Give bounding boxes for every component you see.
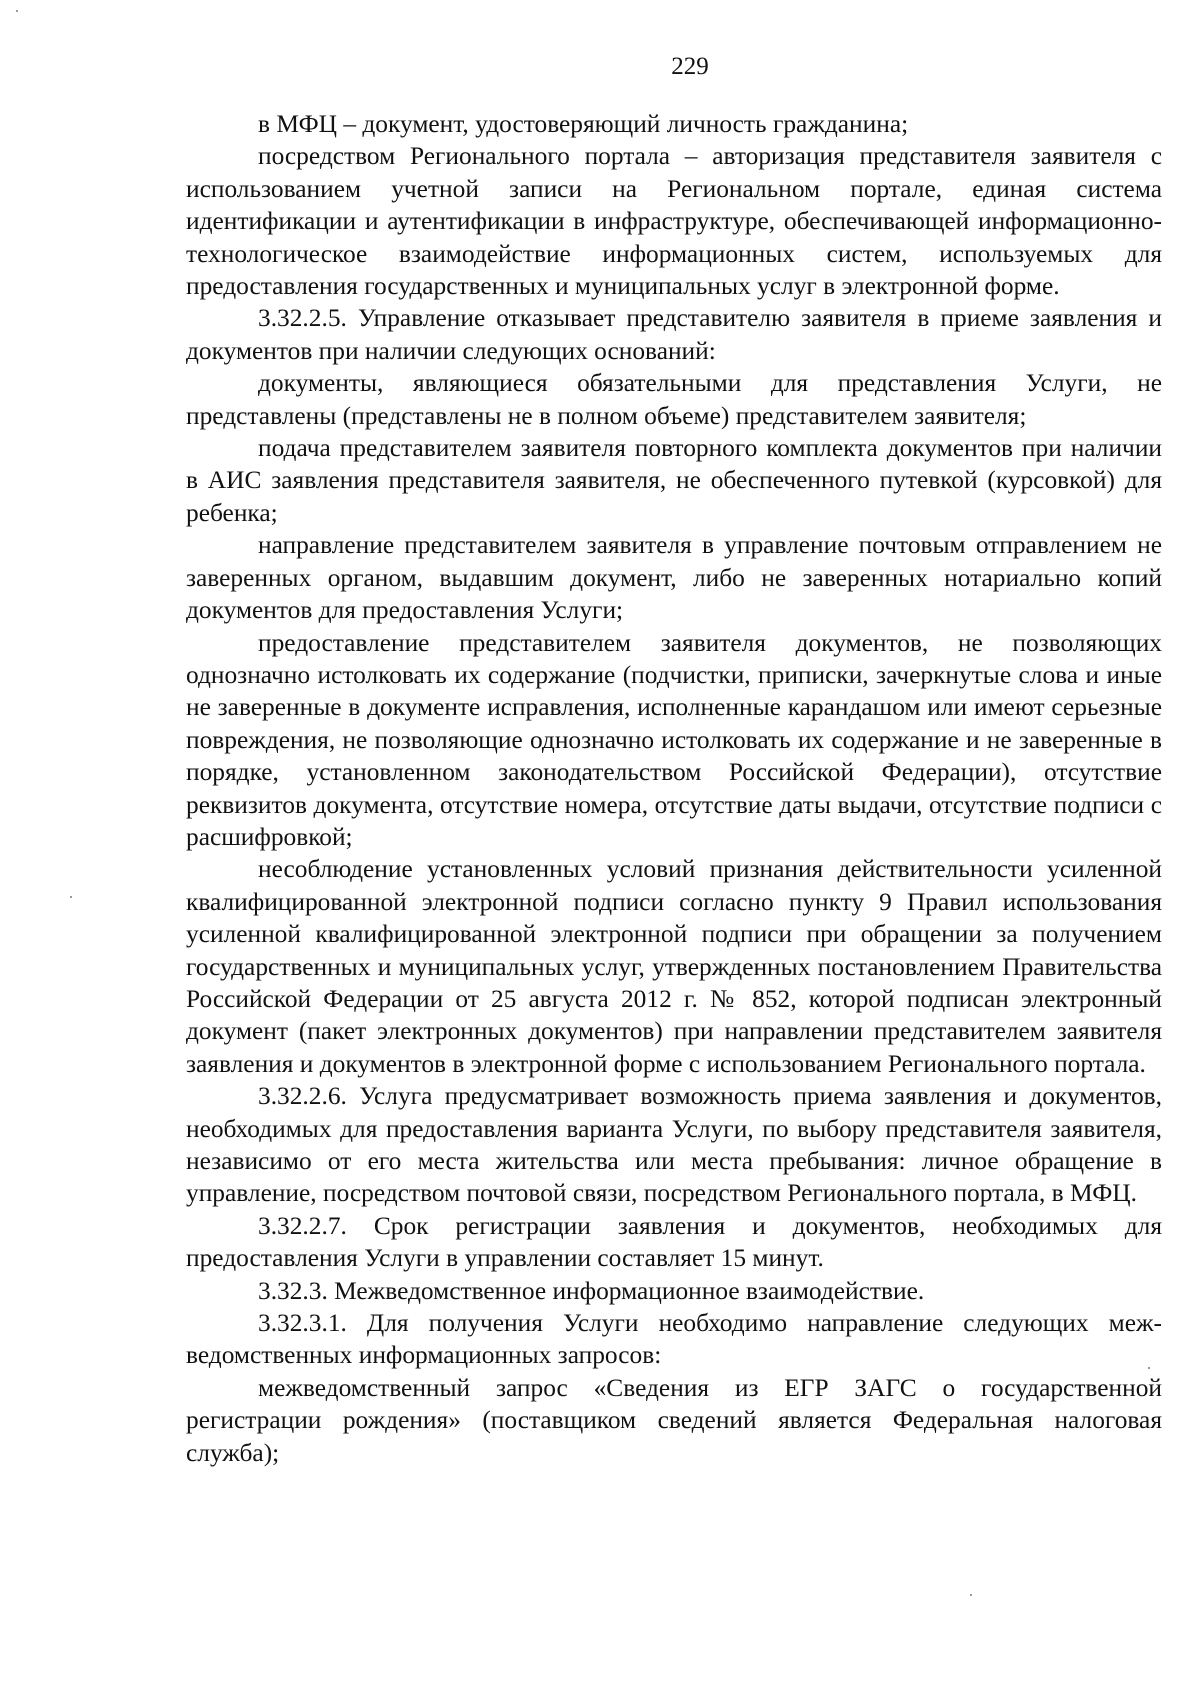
paragraph-3-32-2-6: 3.32.2.6. Услуга предусматривает возможность приема заявления и документов, необходимых для предоставления варианта Услуги, по выбору представителя заявителя, независимо от его места жительства или места пребывания: личное обращение в управление, посредством почтовой связи, посредством Регионального портала, в МФЦ.: [186, 1082, 1162, 1208]
paragraph-postal-uncertified-copies: направление представителем заявителя в управление почтовым отправлением не заверенных органом, выдавшим документ, либо не заверенных нотариально копий документов для предоставления Услуги;: [186, 531, 1162, 625]
paragraph-documents-not-submitted: документы, являющиеся обязательными для представления Услуги, не представлены (представлены не в полном объеме) представителем заявителя;: [186, 369, 1162, 430]
paragraph-interagency-request: межведомственный запрос «Сведения из ЕГР ЗАГС о государственной регистрации рождения» (поставщиком сведений является Федеральная налоговая служба);: [186, 1373, 1162, 1467]
scan-speck: [970, 1594, 972, 1596]
paragraph-3-32-3-1: 3.32.3.1. Для получения Услуги необходимо направление следующих межведомственных информационных запросов:: [186, 1309, 1162, 1370]
paragraph-regional-portal-auth: посредством Регионального портала – авторизация представителя заявителя с использованием учетной записи на Региональном портале, единая система идентификации и аутентификации в инфраструктуре, обеспечивающей информационно-технологическое взаимодействие информационных систем, используемых для предоставления государственных и муниципальных услуг в электронной форме.: [186, 142, 1162, 301]
paragraph-3-32-2-7: 3.32.2.7. Срок регистрации заявления и документов, необходимых для предоставления Услуги в управлении составляет 15 минут.: [186, 1211, 1162, 1273]
document-body: [186, 108, 1162, 1469]
page-number: 229: [671, 53, 709, 80]
paragraph-identity-document: в МФЦ – документ, удостоверяющий личность гражданина;: [258, 110, 909, 138]
paragraph-3-32-2-5: 3.32.2.5. Управление отказывает представителю заявителя в приеме заявления и документов при наличии следующих оснований:: [186, 304, 1162, 365]
paragraph-signature-conditions: несоблюдение установленных условий признания действительности усиленной квалифицированной электронной подписи согласно пункту 9 Правил использования усиленной квалифицированной электронной подписи при обращении за получением государственных и муниципальных услуг, утвержденных постановлением Правительства Российской Федерации от 25 августа 2012 г. № 852, которой подписан электронный документ (пакет электронных документов) при направлении представителем заявителя заявления и документов в электронной форме с использованием Регионального портала.: [186, 855, 1162, 1078]
paragraph-repeat-submission: подача представителем заявителя повторного комплекта документов при наличии в АИС заявления представителя заявителя, не обеспеченного путевкой (курсовкой) для ребенка;: [186, 434, 1162, 527]
scan-speck: [16, 10, 18, 12]
scan-speck: [1148, 1367, 1150, 1369]
paragraph-ambiguous-documents: предоставление представителем заявителя документов, не позволяющих однозначно истолковать их содержание (подчистки, приписки, зачеркнутые слова и иные не заверенные в документе исправления, исполненные карандашом или имеют серьезные повреждения, не позволяющие однозначно истолковать их содержание и не заверенные в порядке, установленном законодательством Российской Федерации), отсутствие реквизитов документа, отсутствие номера, отсутствие даты выдачи, отсутствие подписи с расшифровкой;: [186, 628, 1162, 851]
scan-speck: [70, 896, 72, 898]
paragraph-3-32-3: 3.32.3. Межведомственное информационное взаимодействие.: [258, 1276, 925, 1305]
